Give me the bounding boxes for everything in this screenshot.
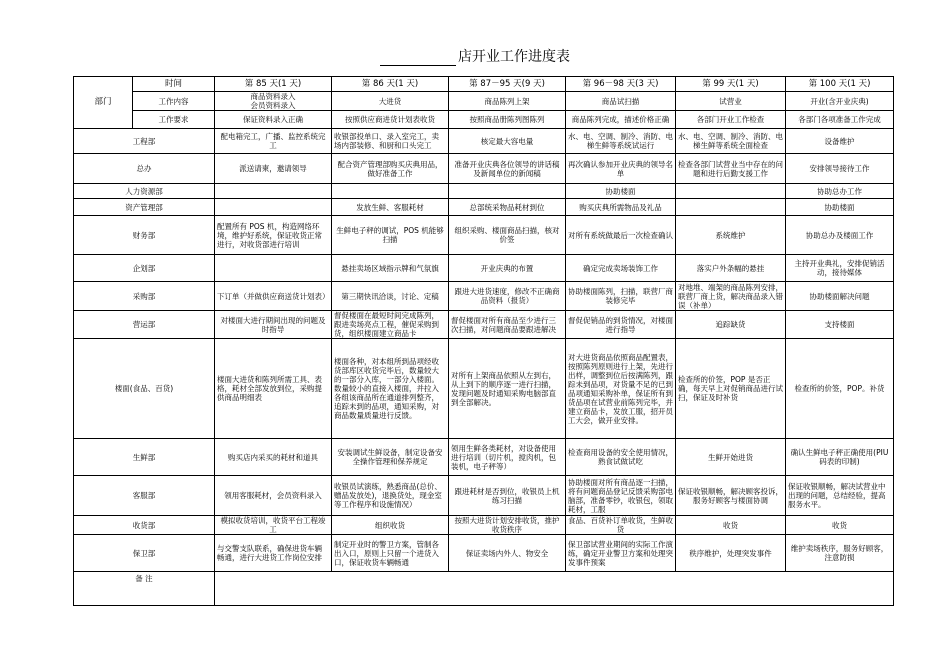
task-cell: 安排领导接待工作 bbox=[786, 154, 894, 184]
task-cell: 与交警支队联系，确保进货车辆畅通，进行大进货工作岗位安排 bbox=[215, 535, 332, 572]
task-cell: 确认生鲜电子秤正确使用(PIU 码表的印制) bbox=[786, 439, 894, 476]
task-cell: 督促楼面对所有商品至少进行三次扫描，对问题商品要跟进解决 bbox=[449, 311, 566, 339]
req-cell: 保证资料录入正确 bbox=[215, 111, 332, 129]
task-cell: 督促楼面在最短时间完成陈列，跟进卖场亮点工程，催促采购到货，组织楼面建立商品卡 bbox=[332, 311, 449, 339]
req-cell: 按照商品册陈列图陈列 bbox=[449, 111, 566, 129]
req-cell: 按照供应商进货计划表收货 bbox=[332, 111, 449, 129]
dept-name: 工程部 bbox=[74, 129, 215, 154]
task-cell: 协助楼面陈列，扫描，联营厂商装修完毕 bbox=[566, 282, 676, 311]
dept-row bbox=[74, 199, 894, 216]
task-cell: 对大进货商品依照商品配置表，按照陈列原则进行上架，先进行出样，调整到位后按满陈列，跟踪未到品项，对货量不足的已到品项通知采购补单，保证所有到货品项在试营业前陈列完毕，并建立商品卡，发放工服，招开员工大会，做开业安排。 bbox=[566, 339, 676, 439]
task-cell: 检查所的价签，POP。补货 bbox=[786, 339, 894, 439]
task-cell: 配电箱完工，广播、监控系统完工 bbox=[215, 129, 332, 154]
task-cell: 检查商用设备的安全使用情况，熟食试做试吃 bbox=[566, 439, 676, 476]
dept-row bbox=[74, 476, 894, 516]
dept-header: 部门 bbox=[74, 77, 133, 129]
task-cell: 保证收银顺畅，解决顾客投诉，服务好顾客与楼面协调 bbox=[676, 476, 786, 516]
dept-row bbox=[74, 439, 894, 476]
task-cell: 组织采购、楼面商品扫描，核对价签 bbox=[449, 216, 566, 255]
req-header: 工作要求 bbox=[133, 111, 215, 129]
dept-name: 客服部 bbox=[74, 476, 215, 516]
task-cell: 协助楼面 bbox=[786, 199, 894, 216]
task-cell: 下订单（并做供应商送货计划表） bbox=[215, 282, 332, 311]
task-cell: 秩序维护，处理突发事件 bbox=[676, 535, 786, 572]
task-cell: 跟进大进货速度，修改不正确商品资料（报货） bbox=[449, 282, 566, 311]
task-cell: 保卫部试营业期间的实际工作演练，确定开业警卫方案和处理突发事件预案 bbox=[566, 535, 676, 572]
task-cell: 维护卖场秩序，服务好顾客，注意防损 bbox=[786, 535, 894, 572]
content-cell: 试营业 bbox=[676, 92, 786, 111]
note-row bbox=[74, 572, 894, 606]
task-cell: 生鲜电子秤的调试，POS 机能够扫描 bbox=[332, 216, 449, 255]
task-cell: 对楼面大进行期间出现的问题及时指导 bbox=[215, 311, 332, 339]
dept-row bbox=[74, 282, 894, 311]
task-cell: 检查所的价签，POP 是否正确，每天早上对促销商品进行试扫，保证及时补货 bbox=[676, 339, 786, 439]
task-cell: 总部统采物品耗材到位 bbox=[449, 199, 566, 216]
task-cell: 购买店内采买的耗材和道具 bbox=[215, 439, 332, 476]
time-cell: 第 99 天(1 天) bbox=[676, 77, 786, 92]
task-cell: 核定最大容电量 bbox=[449, 129, 566, 154]
task-cell: 悬挂卖场区域指示牌和气氛旗 bbox=[332, 255, 449, 282]
dept-row bbox=[74, 535, 894, 572]
time-header: 时间 bbox=[133, 77, 215, 92]
task-cell: 水、电、空调、制冷、消防、电梯生鲜等系统全面检查 bbox=[676, 129, 786, 154]
task-cell: 保证卖场内外人、物安全 bbox=[449, 535, 566, 572]
task-cell bbox=[215, 255, 332, 282]
time-cell: 第 85 天(1 天) bbox=[215, 77, 332, 92]
schedule-table bbox=[73, 76, 894, 606]
task-cell: 主持开业典礼，安排促销活动，接待媒体 bbox=[786, 255, 894, 282]
dept-row bbox=[74, 339, 894, 439]
task-cell: 协助总办工作 bbox=[786, 184, 894, 199]
task-cell: 跟进耗材是否到位，收银员上机练习扫描 bbox=[449, 476, 566, 516]
dept-name: 楼面(食品、百货) bbox=[74, 339, 215, 439]
task-cell: 系统维护 bbox=[676, 216, 786, 255]
page-title bbox=[0, 46, 950, 66]
time-cell: 第 100 天(1 天) bbox=[786, 77, 894, 92]
task-cell bbox=[215, 199, 332, 216]
dept-row bbox=[74, 516, 894, 535]
task-cell: 设备维护 bbox=[786, 129, 894, 154]
content-cell: 大进货 bbox=[332, 92, 449, 111]
task-cell: 发放生鲜、客服耗材 bbox=[332, 199, 449, 216]
task-cell: 模拟收货培训，收货平台工程竣工 bbox=[215, 516, 332, 535]
dept-name: 营运部 bbox=[74, 311, 215, 339]
task-cell: 配合资产管理部购买庆典用品，做好准备工作 bbox=[332, 154, 449, 184]
task-cell: 收货 bbox=[786, 516, 894, 535]
task-cell: 收银员试演练，熟悉商品(总价、赠品发放处)，退换货处，现金室等工作程序和设施情况） bbox=[332, 476, 449, 516]
dept-name: 人力资源部 bbox=[74, 184, 215, 199]
task-cell: 开业庆典的布置 bbox=[449, 255, 566, 282]
req-cell: 商品陈列完成，描述价格正确 bbox=[566, 111, 676, 129]
task-cell: 第三期快讯洽谈，讨论、定稿 bbox=[332, 282, 449, 311]
task-cell: 收银部投单口、录入室完工，卖场内部装修、和厨和口头完工 bbox=[332, 129, 449, 154]
task-cell: 购买庆典所需物品及礼品 bbox=[566, 199, 676, 216]
time-cell: 第 86 天(1 天) bbox=[332, 77, 449, 92]
task-cell: 生鲜开始进货 bbox=[676, 439, 786, 476]
content-cell: 商品资料录入 会员资料录入 bbox=[215, 92, 332, 111]
task-cell: 支持楼面 bbox=[786, 311, 894, 339]
content-cell: 商品试扫描 bbox=[566, 92, 676, 111]
task-cell: 准备开业庆典各位领导的讲话稿及新闻单位的新闻稿 bbox=[449, 154, 566, 184]
task-cell: 领用生鲜各类耗材，对设备使用进行培训（切片机，搅肉机，包装机，电子秤等） bbox=[449, 439, 566, 476]
title-text: 店开业工作进度表 bbox=[458, 49, 570, 65]
dept-name: 资产管理部 bbox=[74, 199, 215, 216]
content-cell: 开业(含开业庆典) bbox=[786, 92, 894, 111]
note-content bbox=[215, 572, 894, 606]
dept-row bbox=[74, 255, 894, 282]
task-cell: 追踪缺货 bbox=[676, 311, 786, 339]
task-cell: 协助楼面对所有商品逐一扫描，将有问题商品登记反馈采购部电脑部，准备零钞，收银包，领取耗材，工服 bbox=[566, 476, 676, 516]
dept-name: 收货部 bbox=[74, 516, 215, 535]
task-cell: 督促促销品的到货情况，对楼面进行指导 bbox=[566, 311, 676, 339]
task-cell: 安装调试生鲜设备，制定设备安全操作管理和保养规定 bbox=[332, 439, 449, 476]
content-header: 工作内容 bbox=[133, 92, 215, 111]
time-cell: 第 96－98 天(3 天) bbox=[566, 77, 676, 92]
dept-name: 企划部 bbox=[74, 255, 215, 282]
task-cell bbox=[676, 199, 786, 216]
req-cell: 各部门各项准备工作完成 bbox=[786, 111, 894, 129]
task-cell: 按照大进货计划安排收货，推护收货秩序 bbox=[449, 516, 566, 535]
note-label: 备 注 bbox=[74, 572, 215, 606]
task-cell: 再次确认参加开业庆典的领导名单 bbox=[566, 154, 676, 184]
dept-row bbox=[74, 311, 894, 339]
task-cell: 协助总办及楼面工作 bbox=[786, 216, 894, 255]
dept-name: 生鲜部 bbox=[74, 439, 215, 476]
task-cell: 楼面各种，对本组所到品项经收货部库区收货完毕后，数量较大的一部分入库，一部分入楼面。数量较小的直接入楼面，并拉入各组该商品所在通道排列整齐，追踪未到的品项，通知采购，对商品数量质量进行反馈。 bbox=[332, 339, 449, 439]
dept-name: 财务部 bbox=[74, 216, 215, 255]
task-cell bbox=[215, 184, 332, 199]
time-cell: 第 87－95 天(9 天) bbox=[449, 77, 566, 92]
task-cell: 协助楼面 bbox=[566, 184, 676, 199]
task-cell: 水、电、空调、制冷、消防、电梯生鲜等系统试运行 bbox=[566, 129, 676, 154]
task-cell: 派送请柬，邀请领导 bbox=[215, 154, 332, 184]
dept-row bbox=[74, 216, 894, 255]
dept-row bbox=[74, 184, 894, 199]
store-name-blank bbox=[380, 51, 456, 66]
task-cell: 制定开业时的警卫方案，管制各出入口，原则上只留一个进货入口，保证收货车辆畅通 bbox=[332, 535, 449, 572]
task-cell: 配置所有 POS 机，构造网络环境，维护好系统，保证收货正常进行，对收货部进行培训 bbox=[215, 216, 332, 255]
task-cell: 检查各部门试营业当中存在的问题和进行后勤支援工作 bbox=[676, 154, 786, 184]
content-cell: 商品陈列上架 bbox=[449, 92, 566, 111]
task-cell bbox=[332, 184, 449, 199]
dept-name: 总办 bbox=[74, 154, 215, 184]
task-cell: 对地堆、端架的商品陈列安排，联营厂商上货，解决商品录入错误（补单） bbox=[676, 282, 786, 311]
dept-row bbox=[74, 154, 894, 184]
task-cell: 落实户外条幅的悬挂 bbox=[676, 255, 786, 282]
task-cell: 领用客服耗材，会员资料录入 bbox=[215, 476, 332, 516]
task-cell: 确定完成卖场装饰工作 bbox=[566, 255, 676, 282]
task-cell bbox=[449, 184, 566, 199]
dept-row bbox=[74, 129, 894, 154]
task-cell: 食品、百货补订单收货，生鲜收货 bbox=[566, 516, 676, 535]
task-cell: 对所有上架商品依照从左到右，从上到下的顺序逐一进行扫描，发现问题及时通知采购电脑部直到全部解决。 bbox=[449, 339, 566, 439]
task-cell: 对所有系统做最后一次检查确认 bbox=[566, 216, 676, 255]
task-cell: 楼面大进货和陈列所需工具、表格，耗材全部发放到位，采购提供商品明细表 bbox=[215, 339, 332, 439]
dept-name: 采购部 bbox=[74, 282, 215, 311]
task-cell bbox=[676, 184, 786, 199]
dept-name: 保卫部 bbox=[74, 535, 215, 572]
task-cell: 组织收货 bbox=[332, 516, 449, 535]
task-cell: 协助楼面解决问题 bbox=[786, 282, 894, 311]
task-cell: 保证收银顺畅，解决试营业中出现的问题，总结经验，提高服务水平。 bbox=[786, 476, 894, 516]
task-cell: 收货 bbox=[676, 516, 786, 535]
req-cell: 各部门开业工作检查 bbox=[676, 111, 786, 129]
